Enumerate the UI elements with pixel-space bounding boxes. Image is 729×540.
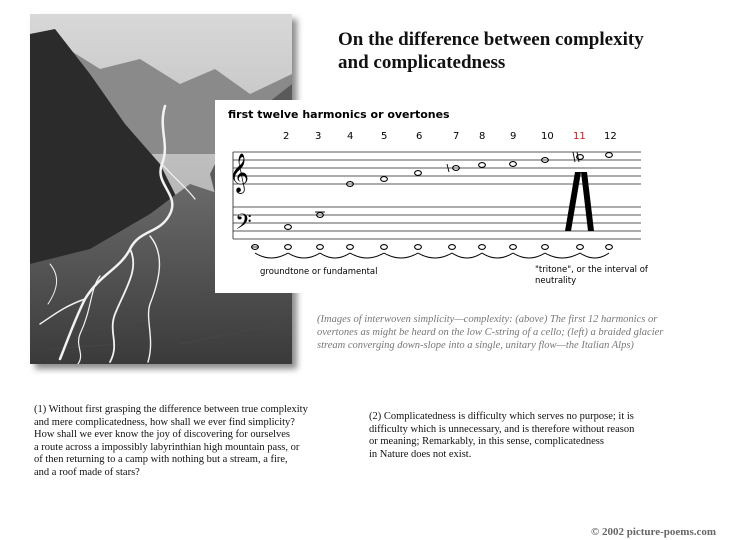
paragraph-1-line: of then returning to a camp with nothing but a stream, a fire, xyxy=(34,454,288,465)
title-line-1: On the difference between complexity xyxy=(338,29,644,50)
caption-line-1: (Images of interwoven simplicity—complexity: (above) The first 12 harmonics or xyxy=(317,314,658,325)
title-line-2: and complicatedness xyxy=(338,52,506,73)
harmonic-number: 8 xyxy=(479,131,486,142)
caption-line-3: stream converging down-slope into a single, unitary flow—the Italian Alps) xyxy=(317,340,634,351)
paragraph-1-line: and a roof made of stars? xyxy=(34,466,140,478)
treble-clef-icon: 𝄞 xyxy=(229,153,250,193)
paragraph-2-line: difficulty which is unnecessary, and is therefore without reason xyxy=(369,423,635,435)
paragraph-2-line: or meaning; Remarkably, in this sense, complicatedness xyxy=(369,436,604,447)
harmonic-number: 2 xyxy=(283,131,290,142)
harmonic-number: 12 xyxy=(604,131,617,142)
copyright-notice: © 2002 picture-poems.com xyxy=(591,526,717,538)
score-heading: first twelve harmonics or overtones xyxy=(228,108,450,121)
harmonic-number: 4 xyxy=(347,131,354,142)
paragraph-1-line: a route across a impossibly labyrinthian high mountain pass, or xyxy=(34,441,300,453)
harmonic-number: 10 xyxy=(541,131,554,142)
harmonic-number: 9 xyxy=(510,131,517,142)
harmonic-series-score xyxy=(215,100,652,293)
paragraph-2 xyxy=(369,411,634,461)
paragraph-2-line: in Nature does not exist. xyxy=(369,448,472,460)
fundamental-label: groundtone or fundamental xyxy=(260,267,378,277)
caption-line-2: overtones as might be heard on the low C-string of a cello; (left) a braided glacier xyxy=(317,327,664,338)
tritone-label xyxy=(535,265,648,287)
harmonic-number: 7 xyxy=(453,131,460,142)
harmonic-number-highlighted: 11 xyxy=(573,131,586,142)
tritone-label-line-2: neutrality xyxy=(535,276,577,286)
tritone-label-line-1: "tritone", or the interval of xyxy=(535,265,648,275)
harmonic-number: 3 xyxy=(315,131,322,142)
paragraph-1-line: (1) Without first grasping the difference between true complexity xyxy=(34,404,308,415)
paragraph-2-line: (2) Complicatedness is difficulty which serves no purpose; it is xyxy=(369,411,634,422)
harmonic-number: 5 xyxy=(381,131,388,142)
bass-clef-icon: 𝄢 xyxy=(235,210,252,240)
paragraph-1-line: and mere complicatedness, how shall we ever find simplicity? xyxy=(34,416,295,428)
image-caption xyxy=(317,313,664,352)
paragraph-1-line: How shall we ever know the joy of discovering for ourselves xyxy=(34,429,291,440)
harmonic-number: 6 xyxy=(416,131,423,142)
paragraph-1 xyxy=(34,404,308,479)
page-title xyxy=(338,28,698,74)
